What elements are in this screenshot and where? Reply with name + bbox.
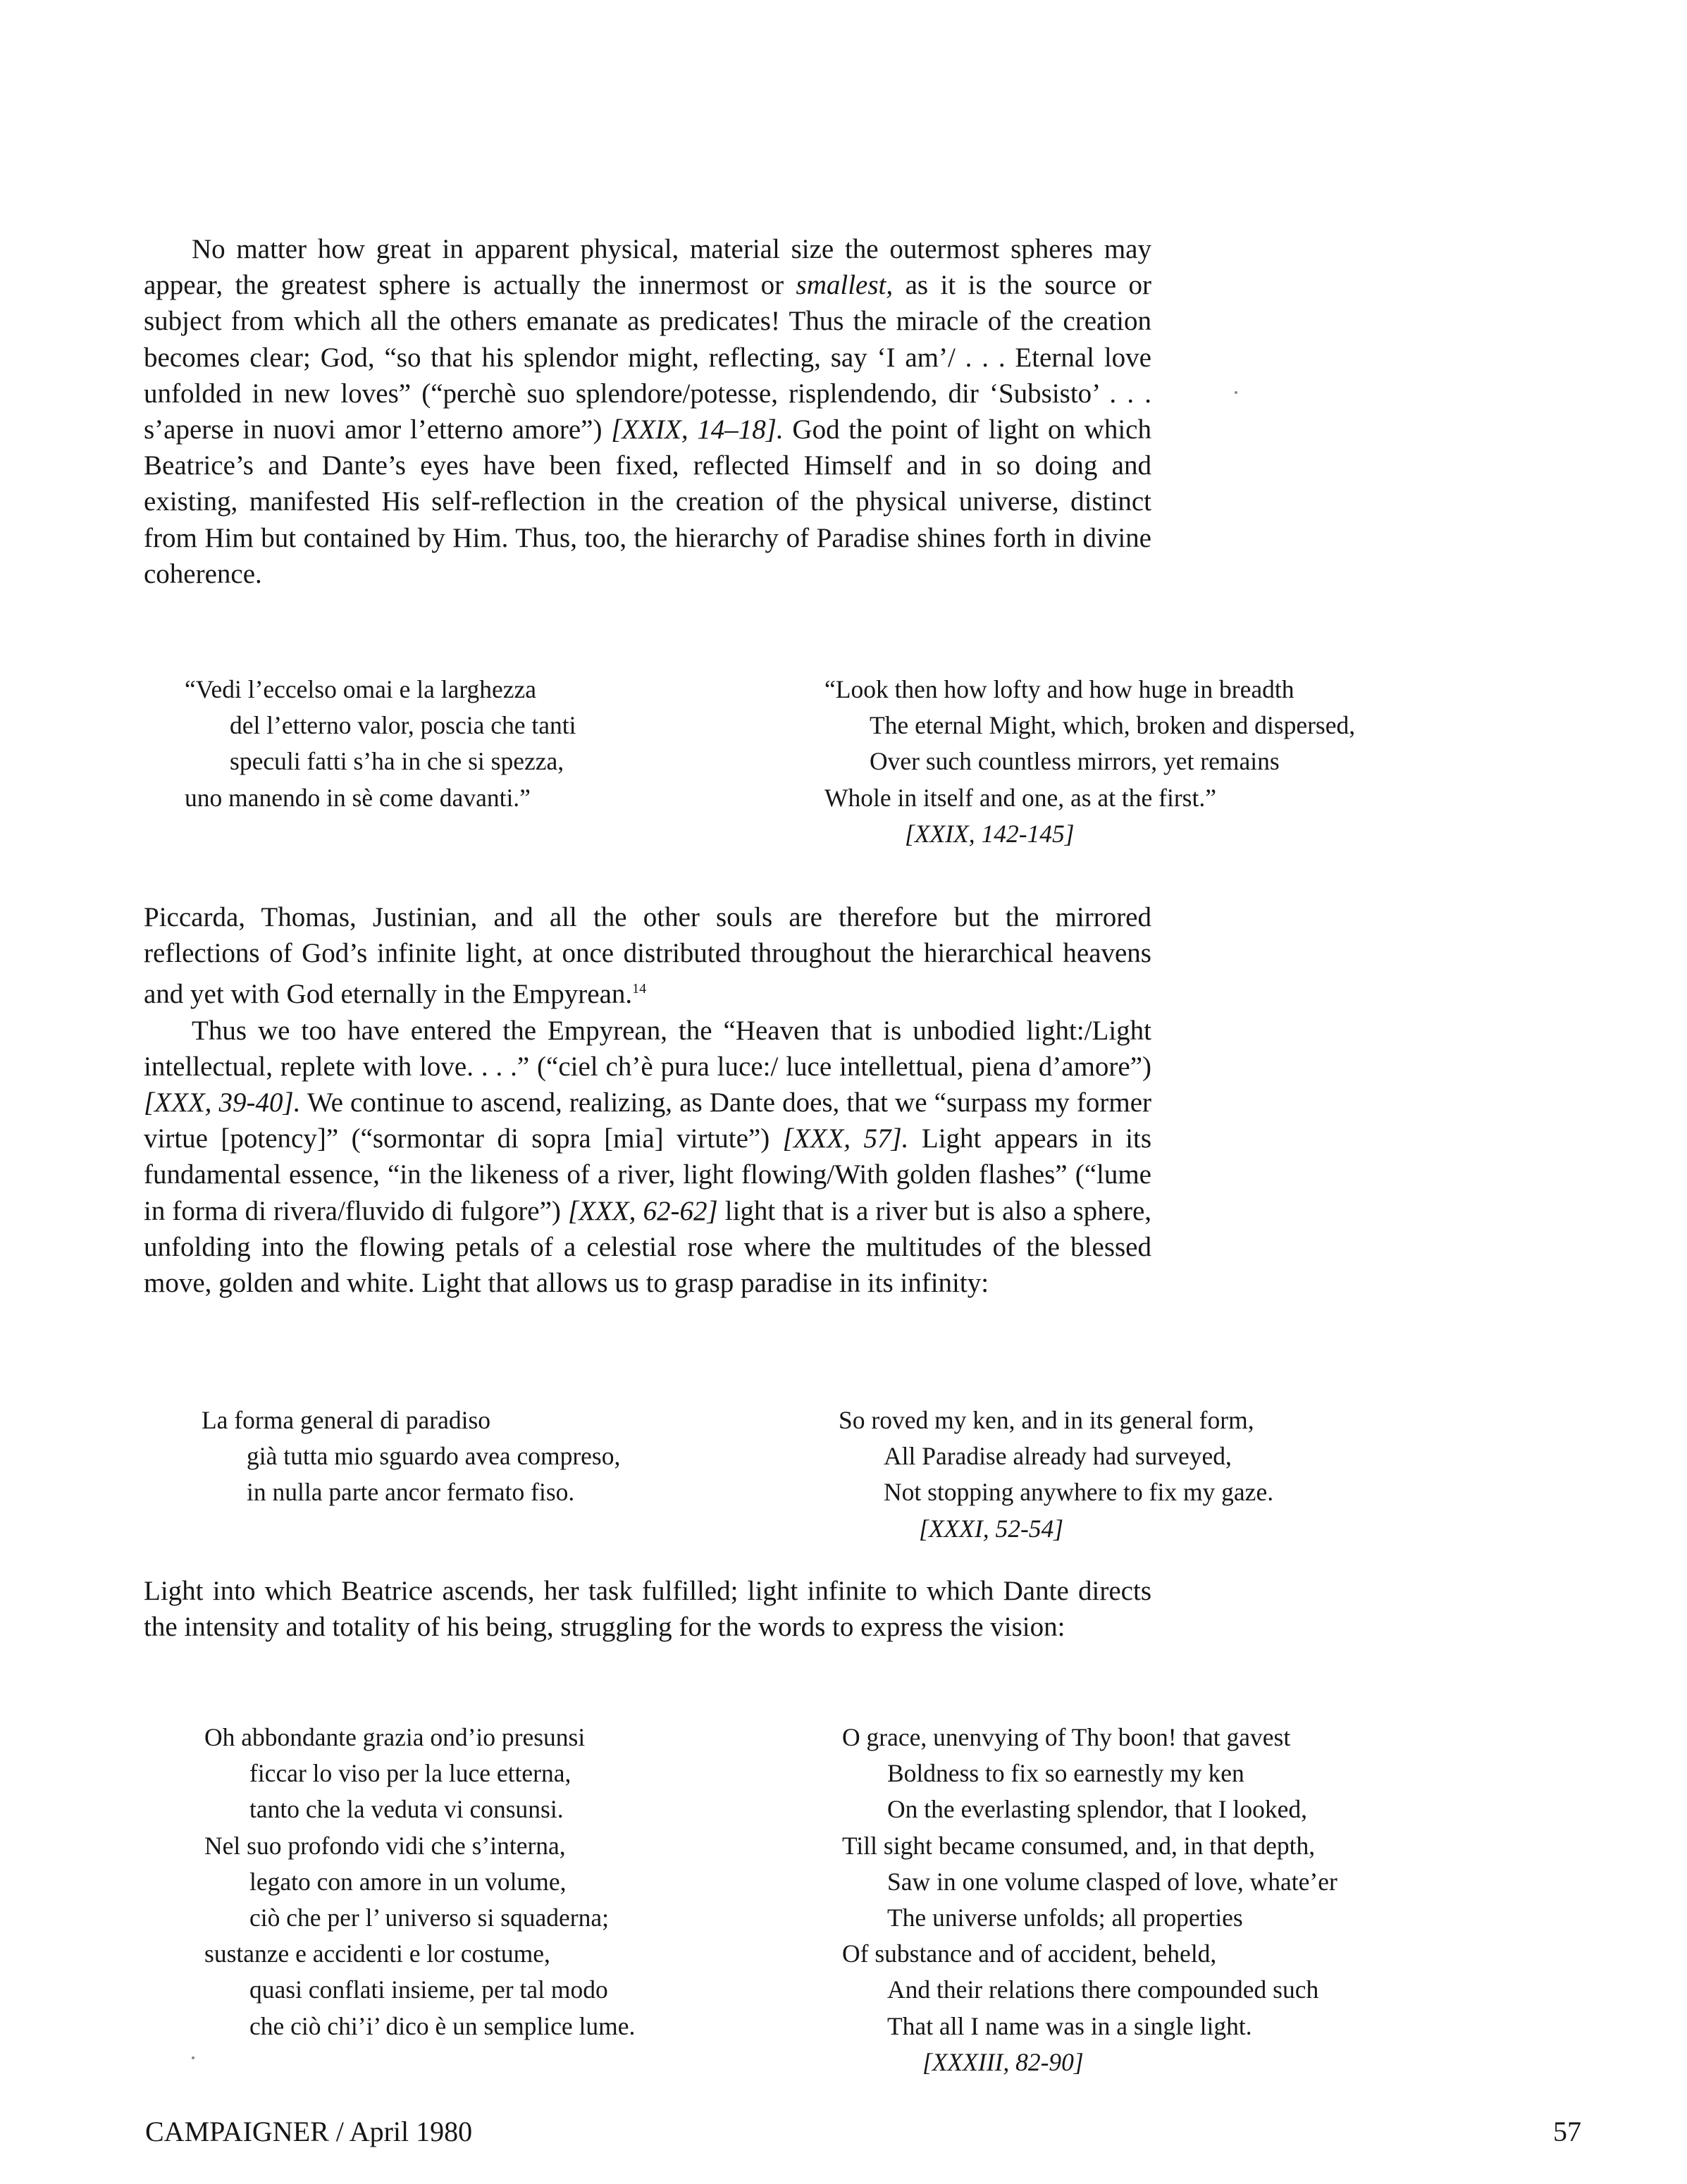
speck <box>192 2056 194 2059</box>
citation: [XXX, 57]. <box>782 1123 909 1154</box>
text-run: God the point of light on which Beatrice’s and Dante’s eyes have been fixed, reflected Himself and in so doing and existing, manifested His self-reflection in the creation of the physical universe, distinct from Him but contained by Him. Thus, too, the hierarchy of Paradise shines forth in divine coherence. <box>144 414 1151 589</box>
verse-line: ciò che per l’ universo si squaderna; <box>249 1904 609 1932</box>
verse-line: Not stopping anywhere to fix my gaze. <box>884 1478 1274 1507</box>
verse-line: That all I name was in a single light. <box>887 2011 1252 2040</box>
text-run: No matter how great in apparent physical, material size the outermost spheres may appear, the greatest sphere is actually the innermost or <box>144 234 1151 301</box>
verse-line: Boldness to fix so earnestly my ken <box>887 1759 1244 1788</box>
verse-italian-1 <box>185 672 576 816</box>
verse-line: Of substance and of accident, beheld, <box>842 1939 1217 1968</box>
verse-line: All Paradise already had surveyed, <box>884 1442 1232 1471</box>
paragraph-text: Light into which Beatrice ascends, her task fulfilled; light infinite to which Dante directs the intensity and totality of his being, struggling for the words to express the vision: <box>144 1576 1151 1643</box>
verse-line: La forma general di paradiso <box>202 1406 491 1434</box>
verse-line: O grace, unenvying of Thy boon! that gavest <box>842 1723 1291 1751</box>
verse-line: Till sight became consumed, and, in that depth, <box>842 1831 1316 1860</box>
paragraph-text <box>144 231 1151 592</box>
verse-line: quasi conflati insieme, per tal modo <box>249 1975 608 2004</box>
paragraph-text <box>144 899 1151 1013</box>
verse-citation: [XXXI, 52-54] <box>919 1514 1064 1543</box>
verse-english-3 <box>842 1720 1337 2080</box>
paragraph-vision <box>144 1573 1151 1645</box>
text-run: Thus we too have entered the Empyrean, the “Heaven that is unbodied light:/Light intellectual, replete with love. . . .” (“ciel ch’è pura luce:/ luce intellettual, piena d’amore”) <box>144 1015 1151 1082</box>
speck <box>1235 391 1237 394</box>
verse-line: sustanze e accidenti e lor costume, <box>204 1939 550 1968</box>
verse-line: “Look then how lofty and how huge in breadth <box>824 675 1294 703</box>
text-run: We continue to ascend, realizing, as Dante does, that we “surpass my former virtue [potency]” (“sormontar di sopra [mia] virtute”) <box>144 1087 1151 1154</box>
verse-line: uno manendo in sè come davanti.” <box>185 783 531 812</box>
emphasis: smallest, <box>796 270 894 301</box>
verse-line: ficcar lo viso per la luce etterna, <box>249 1759 571 1788</box>
verse-line: del l’etterno valor, poscia che tanti <box>230 711 576 740</box>
page-number: 57 <box>1553 2116 1581 2147</box>
verse-line: tanto che la veduta vi consunsi. <box>249 1795 564 1824</box>
verse-line: Over such countless mirrors, yet remains <box>870 747 1280 776</box>
verse-line: Saw in one volume clasped of love, whate’er <box>887 1867 1337 1896</box>
verse-line: The universe unfolds; all properties <box>887 1904 1243 1932</box>
verse-line: in nulla parte ancor fermato fiso. <box>247 1478 575 1507</box>
verse-line: legato con amore in un volume, <box>249 1867 567 1896</box>
citation: [XXIX, 14–18]. <box>611 414 784 445</box>
verse-italian-2 <box>202 1402 620 1511</box>
verse-line: So roved my ken, and in its general form, <box>839 1406 1254 1434</box>
text-run: as it is the source or subject from which all the others emanate as predicates! Thus the miracle of the creation becomes clear; God, “so that his splendor might, reflecting, say ‘I am’/ . . . Eternal love unfolded in new loves” (“perchè suo splendore/potesse, risplendendo, dir ‘Subsisto’ . . . s’aperse in nuovi amor l’etterno amore”) <box>144 270 1151 445</box>
citation: [XXX, 39-40]. <box>144 1087 301 1118</box>
verse-english-2 <box>839 1402 1273 1547</box>
citation: [XXX, 62-62] <box>568 1195 718 1226</box>
paragraph-text <box>144 1013 1151 1302</box>
footnote-marker: 14 <box>632 981 647 997</box>
verse-line: che ciò chi’i’ dico è un semplice lume. <box>249 2011 636 2040</box>
verse-line: Oh abbondante grazia ond’io presunsi <box>204 1723 586 1751</box>
verse-line: Nel suo profondo vidi che s’interna, <box>204 1831 566 1860</box>
text-run: Light appears in its fundamental essence, “in the likeness of a river, light flowing/With golden flashes” (“lume in forma di rivera/fluvido di fulgore”) <box>144 1123 1152 1226</box>
verse-line: “Vedi l’eccelso omai e la larghezza <box>185 675 537 703</box>
verse-line: The eternal Might, which, broken and dispersed, <box>870 711 1356 740</box>
verse-italian-3 <box>204 1720 635 2044</box>
verse-citation: [XXXIII, 82-90] <box>922 2047 1084 2076</box>
paragraph-spheres <box>144 231 1151 592</box>
verse-line: già tutta mio sguardo avea compreso, <box>247 1442 621 1471</box>
running-footer: CAMPAIGNER / April 1980 <box>145 2116 473 2147</box>
paragraph-empyrean <box>144 899 1151 1301</box>
text-run: light that is a river but is also a sphere, unfolding into the flowing petals of a celestial rose where the multitudes of the blessed move, golden and white. Light that allows us to grasp paradise in its infinity: <box>144 1195 1152 1299</box>
verse-line: On the everlasting splendor, that I looked, <box>887 1795 1308 1824</box>
text-run: Piccarda, Thomas, Justinian, and all the other souls are therefore but the mirrored reflections of God’s infinite light, at once distributed throughout the hierarchical heavens and yet with God eternally in the Empyrean. <box>144 902 1151 1010</box>
verse-line: And their relations there compounded such <box>887 1975 1319 2004</box>
verse-english-1 <box>824 672 1355 852</box>
verse-line: Whole in itself and one, as at the first.” <box>824 783 1216 812</box>
verse-line: speculi fatti s’ha in che si spezza, <box>230 747 564 776</box>
verse-citation: [XXIX, 142-145] <box>905 819 1075 848</box>
